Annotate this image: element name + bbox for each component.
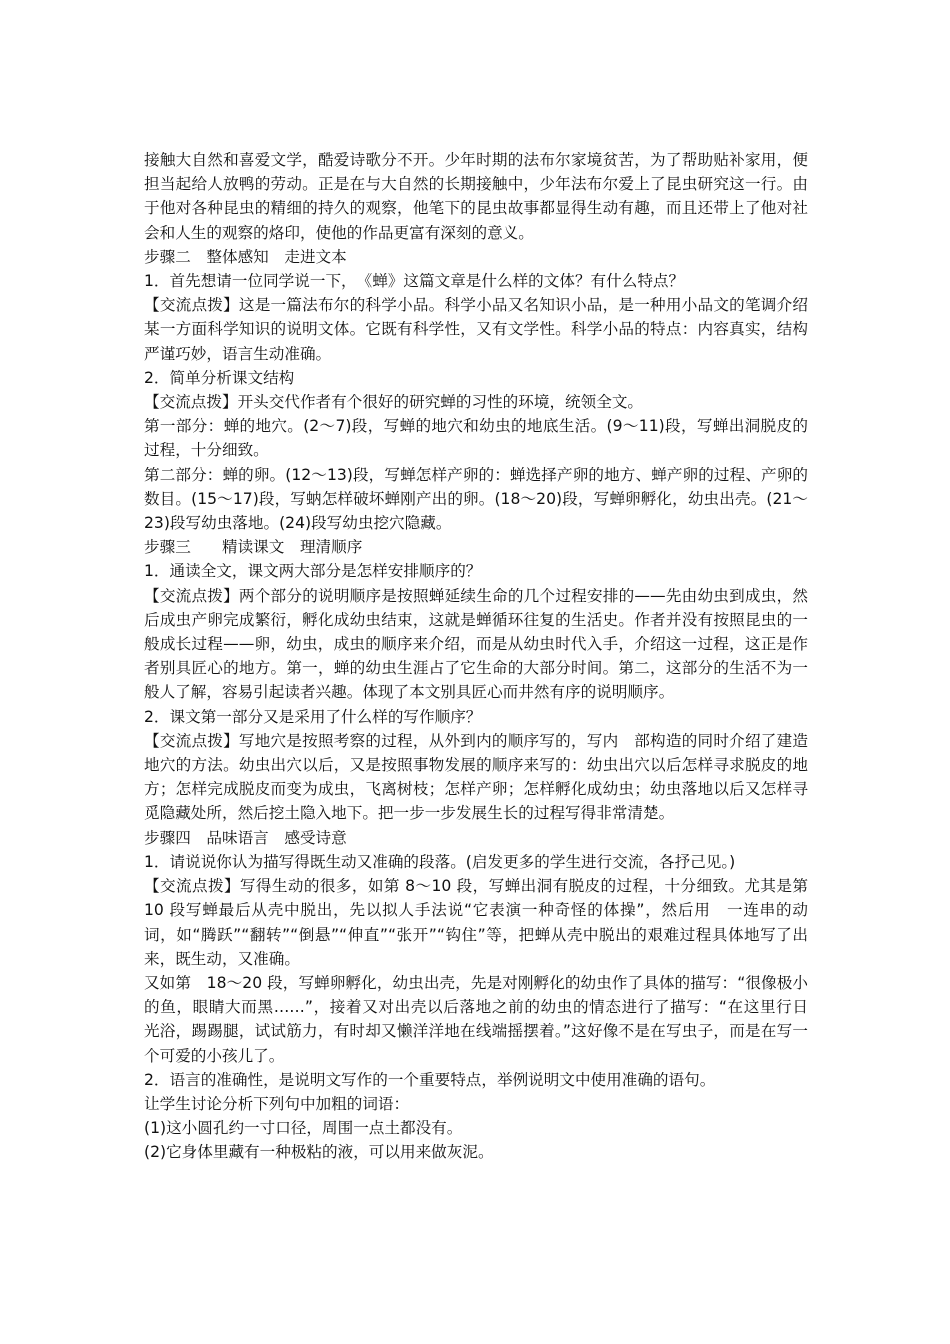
step-three-heading: 步骤三 精读课文 理清顺序 [144,538,363,557]
question-2-structure: 2．简单分析课文结构 [144,368,295,387]
question-writing-order: 2．课文第一部分又是采用了什么样的写作顺序？ [144,707,482,726]
part-two-summary: 第二部分：蝉的卵。(12～13)段，写蝉怎样产卵的：蝉选择产卵的地方、蝉产卵的过程、产卵的数目。(15～17)段，写蚋怎样破坏蝉刚产出的卵。(18～20)段，写蝉卵孵化，幼虫出壳。(21～23)段写幼虫落地。(24)段写幼虫挖穴隐藏。 [144,465,808,533]
answer-vivid-paragraphs: 【交流点拨】写得生动的很多，如第 8～10 段，写蝉出洞有脱皮的过程，十分细致。尤其是第 10 段写蝉最后从壳中脱出，先以拟人手法说“它表演一种奇怪的体操”，然后用 一连串的动词，如“腾跃”“翻转”“倒悬”“伸直”“张开”“钩住”等，把蝉从壳中脱出的艰难过程具体地写了出来，既生动，又准确。 [144,877,808,968]
answer-order: 【交流点拨】两个部分的说明顺序是按照蝉延续生命的几个过程安排的——先由幼虫到成虫，然后成虫产卵完成繁衍，孵化成幼虫结束，这就是蝉循环往复的生活史。作者并没有按照昆虫的一般成长过程——卵，幼虫，成虫的顺序来介绍，而是从幼虫时代入手，介绍这一过程，这正是作者别具匠心的地方。第一，蝉的幼虫生涯占了它生命的大部分时间。第二，这部分的生活不为一般人了解，容易引起读者兴趣。体现了本文别具匠心而井然有序的说明顺序。 [144,586,808,702]
question-accuracy: 2．语言的准确性，是说明文写作的一个重要特点，举例说明文中使用准确的语句。 [144,1070,716,1089]
document-page [144,148,824,1165]
question-order: 1．通读全文，课文两大部分是怎样安排顺序的？ [144,562,482,581]
example-hatching: 又如第 18～20 段，写蝉卵孵化，幼虫出壳，先是对刚孵化的幼虫作了具体的描写：“很像极小的鱼，眼睛大而黑……”，接着又对出壳以后落地之前的幼虫的情态进行了描写：“在这里行日 光浴，踢踢腿，试试筋力，有时却又懒洋洋地在线端摇摆着。”这好像不是在写虫子，而是在写一个可爱的小孩儿了。 [144,973,824,1065]
question-vivid-paragraphs: 1．请说说你认为描写得既生动又准确的段落。(启发更多的学生进行交流，各抒己见。) [144,852,736,871]
answer-writing-order: 【交流点拨】写地穴是按照考察的过程，从外到内的顺序写的，写内 部构造的同时介绍了建造地穴的方法。幼虫出穴以后，又是按照事物发展的顺序来写的：幼虫出穴以后怎样寻求脱皮的地方；怎样完成脱皮而变为成虫，飞离树枝；怎样产卵；怎样孵化成幼虫；幼虫落地以后又怎样寻觅隐藏处所，然后挖土隐入地下。把一步一步发展生长的过程写得非常清楚。 [144,731,808,823]
answer-genre: 【交流点拨】这是一篇法布尔的科学小品。科学小品又名知识小品，是一种用小品文的笔调介绍某一方面科学知识的说明文体。它既有科学性，又有文学性。科学小品的特点：内容真实，结构严谨巧妙，语言生动准确。 [144,296,808,363]
question-1-genre: 1．首先想请一位同学说一下， 《蝉》这篇文章是什么样的文体？有什么特点？ [144,272,685,291]
step-four-heading: 步骤四 品味语言 感受诗意 [144,828,347,847]
step-two-heading: 步骤二 整体感知 走进文本 [144,247,347,266]
discussion-instruction: 让学生讨论分析下列句中加粗的词语： [144,1094,410,1113]
intro-paragraph: 接触大自然和喜爱文学，酷爱诗歌分不开。少年时期的法布尔家境贫苦，为了帮助贴补家用，便担当起给人放鸭的劳动。正是在与大自然的长期接触中，少年法布尔爱上了昆虫研究这一行。由于他对各种昆虫的精细的持久的观察，他笔下的昆虫故事都显得生动有趣，而且还带上了他对社会和人生的观察的烙印，使他的作品更富有深刻的意义。 [144,151,808,242]
example-sentence-2: (2)它身体里藏有一种极粘的液，可以用来做灰泥。 [144,1143,494,1162]
part-one-summary: 第一部分：蝉的地穴。(2～7)段，写蝉的地穴和幼虫的地底生活。(9～11)段，写蝉出洞脱皮的过程，十分细致。 [144,417,808,460]
example-sentence-1: (1)这小圆孔约一寸口径，周围一点土都没有。 [144,1119,463,1138]
answer-structure: 【交流点拨】开头交代作者有个很好的研究蝉的习性的环境，统领全文。 [144,393,644,412]
